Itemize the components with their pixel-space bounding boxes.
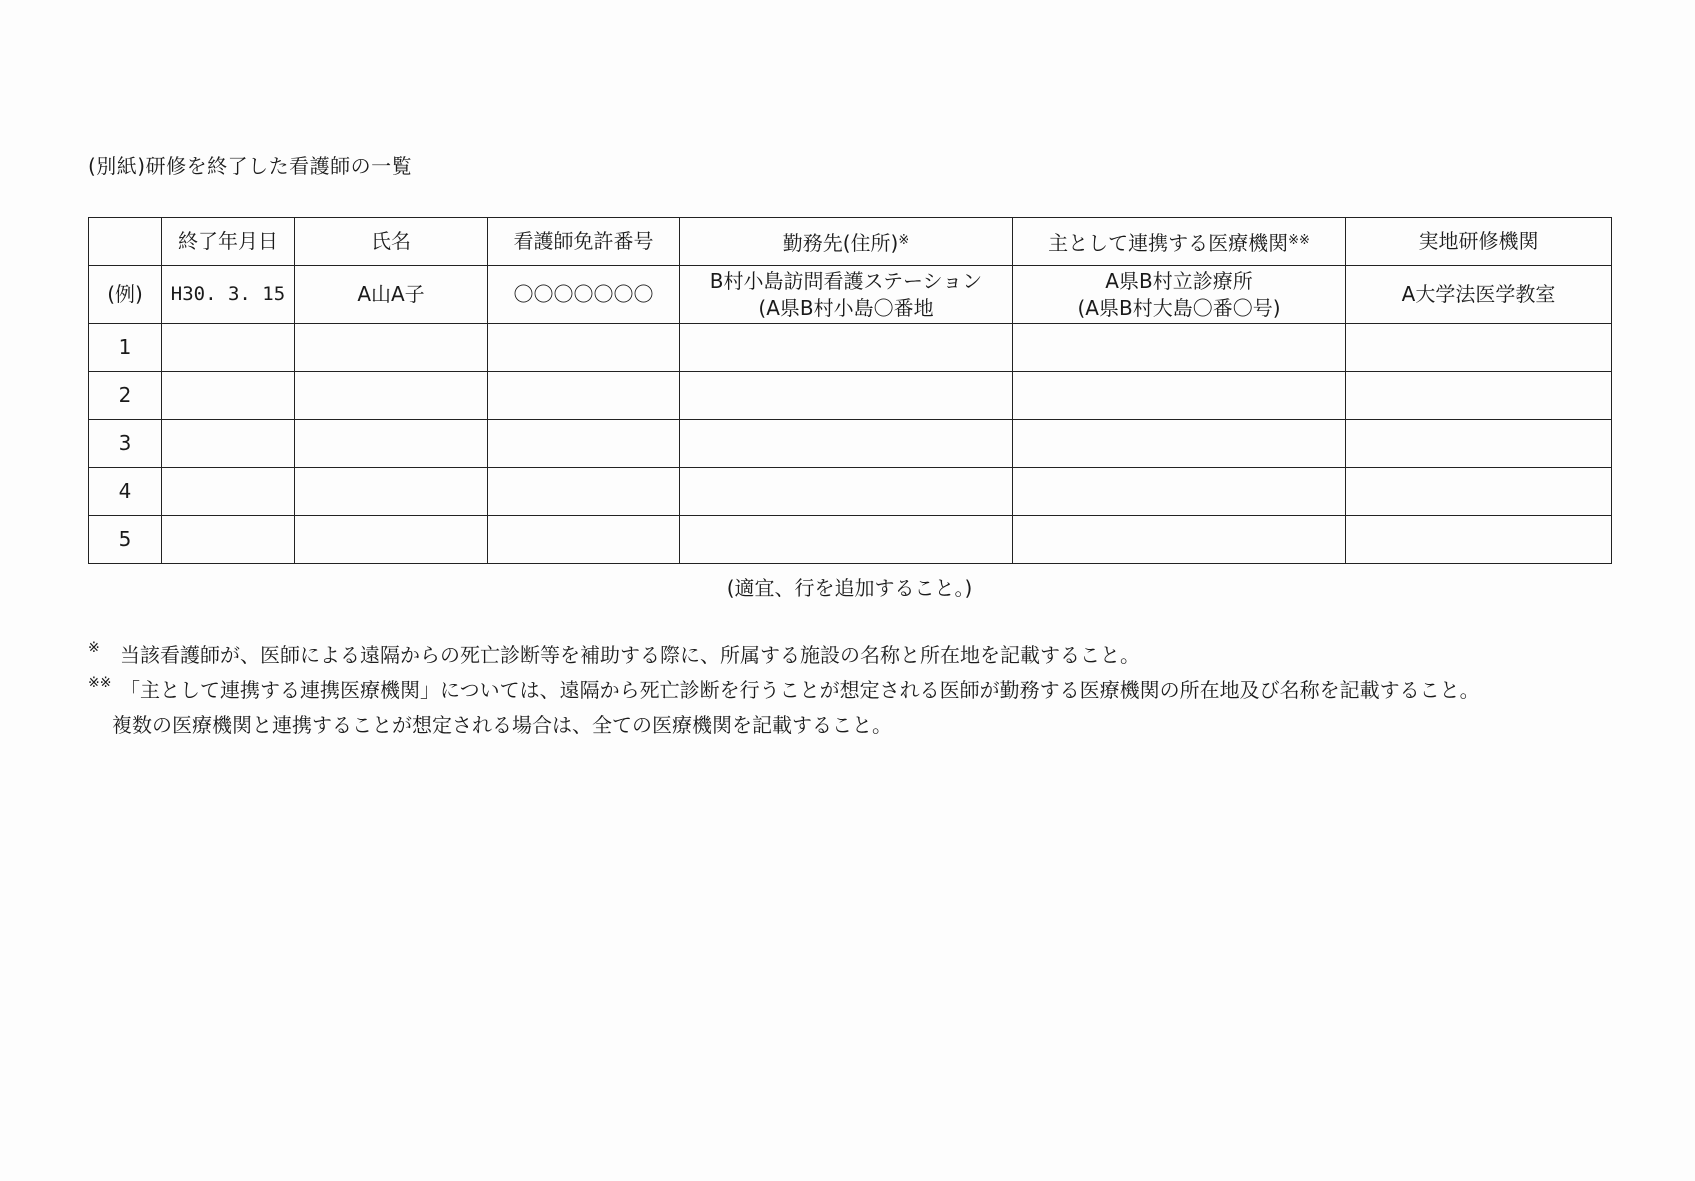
row-number: 4 bbox=[89, 468, 162, 516]
example-license: 〇〇〇〇〇〇〇 bbox=[488, 266, 680, 324]
table-row bbox=[89, 468, 1612, 516]
header-index bbox=[89, 218, 162, 266]
cell-license[interactable] bbox=[488, 468, 680, 516]
example-label: (例) bbox=[89, 266, 162, 324]
cell-name[interactable] bbox=[295, 468, 488, 516]
header-license-number: 看護師免許番号 bbox=[488, 218, 680, 266]
example-workplace: B村小島訪問看護ステーション (A県B村小島〇番地 bbox=[680, 266, 1013, 324]
row-number: 1 bbox=[89, 324, 162, 372]
example-training-institution: A大学法医学教室 bbox=[1346, 266, 1612, 324]
table-row bbox=[89, 324, 1612, 372]
cell-workplace[interactable] bbox=[680, 468, 1013, 516]
footnote-text: 複数の医療機関と連携することが想定される場合は、全ての医療機関を記載すること。 bbox=[112, 713, 892, 737]
cell-license[interactable] bbox=[488, 420, 680, 468]
cell-training-institution[interactable] bbox=[1346, 516, 1612, 564]
nurse-roster-table bbox=[88, 217, 1612, 564]
cell-date[interactable] bbox=[162, 324, 295, 372]
cell-training-institution[interactable] bbox=[1346, 372, 1612, 420]
cell-partner-institution[interactable] bbox=[1013, 516, 1346, 564]
cell-date[interactable] bbox=[162, 468, 295, 516]
cell-name[interactable] bbox=[295, 516, 488, 564]
example-date: H30. 3. 15 bbox=[162, 266, 295, 324]
example-name: A山A子 bbox=[295, 266, 488, 324]
example-row bbox=[89, 266, 1612, 324]
example-partner-institution: A県B村立診療所 (A県B村大島〇番〇号) bbox=[1013, 266, 1346, 324]
cell-license[interactable] bbox=[488, 324, 680, 372]
table-row bbox=[89, 372, 1612, 420]
page-title: (別紙)研修を終了した看護師の一覧 bbox=[88, 154, 413, 178]
cell-training-institution[interactable] bbox=[1346, 420, 1612, 468]
note-mark: ※※ bbox=[1288, 232, 1310, 248]
cell-workplace[interactable] bbox=[680, 324, 1013, 372]
cell-workplace[interactable] bbox=[680, 372, 1013, 420]
header-completion-date: 終了年月日 bbox=[162, 218, 295, 266]
header-name: 氏名 bbox=[295, 218, 488, 266]
cell-partner-institution[interactable] bbox=[1013, 420, 1346, 468]
add-rows-note: (適宜、行を追加すること。) bbox=[726, 576, 973, 600]
cell-partner-institution[interactable] bbox=[1013, 372, 1346, 420]
header-training-institution: 実地研修機関 bbox=[1346, 218, 1612, 266]
note-mark: ※ bbox=[898, 232, 910, 248]
row-number: 3 bbox=[89, 420, 162, 468]
table-row bbox=[89, 516, 1612, 564]
footnote bbox=[88, 673, 1678, 708]
footnote-text: 当該看護師が、医師による遠隔からの死亡診断等を補助する際に、所属する施設の名称と所在地を記載すること。 bbox=[120, 643, 1140, 667]
footnote-continuation bbox=[88, 708, 1678, 743]
footnote-mark: ※※ bbox=[88, 675, 112, 691]
cell-training-institution[interactable] bbox=[1346, 324, 1612, 372]
footnote-mark: ※ bbox=[88, 640, 100, 656]
cell-date[interactable] bbox=[162, 516, 295, 564]
cell-training-institution[interactable] bbox=[1346, 468, 1612, 516]
cell-date[interactable] bbox=[162, 420, 295, 468]
footnote bbox=[88, 638, 1678, 673]
cell-date[interactable] bbox=[162, 372, 295, 420]
header-partner-institution: 主として連携する医療機関※※ bbox=[1013, 218, 1346, 266]
cell-partner-institution[interactable] bbox=[1013, 468, 1346, 516]
table-row bbox=[89, 420, 1612, 468]
table-header-row bbox=[89, 218, 1612, 266]
cell-name[interactable] bbox=[295, 372, 488, 420]
cell-partner-institution[interactable] bbox=[1013, 324, 1346, 372]
row-number: 2 bbox=[89, 372, 162, 420]
cell-license[interactable] bbox=[488, 516, 680, 564]
header-workplace: 勤務先(住所)※ bbox=[680, 218, 1013, 266]
cell-license[interactable] bbox=[488, 372, 680, 420]
cell-name[interactable] bbox=[295, 324, 488, 372]
footnote-text: 「主として連携する連携医療機関」については、遠隔から死亡診断を行うことが想定される医師が勤務する医療機関の所在地及び名称を記載すること。 bbox=[120, 678, 1480, 702]
cell-workplace[interactable] bbox=[680, 420, 1013, 468]
footnotes bbox=[88, 638, 1678, 743]
cell-name[interactable] bbox=[295, 420, 488, 468]
cell-workplace[interactable] bbox=[680, 516, 1013, 564]
row-number: 5 bbox=[89, 516, 162, 564]
